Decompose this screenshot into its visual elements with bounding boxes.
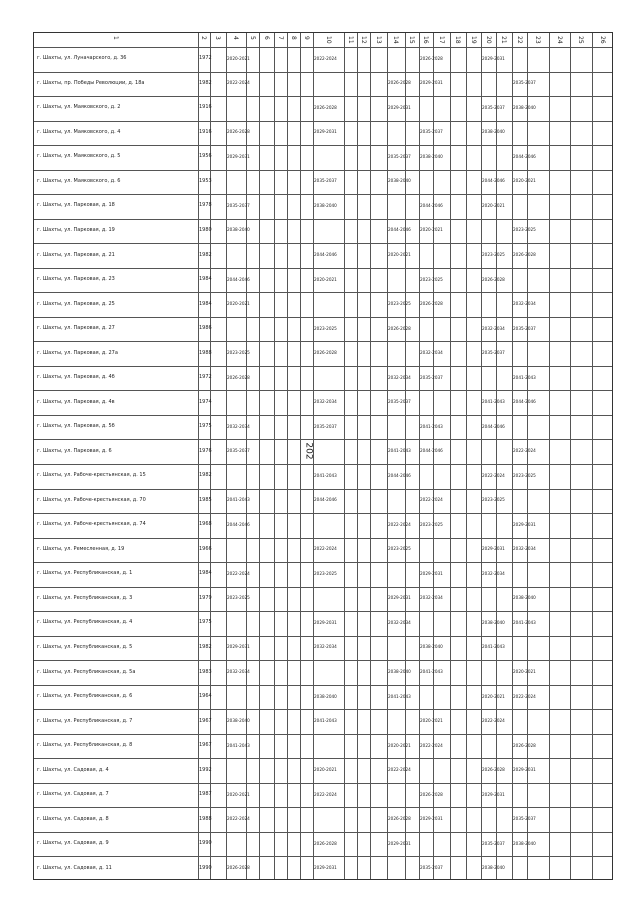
column-number: 22 <box>515 36 523 44</box>
column-number: 18 <box>454 36 461 44</box>
year-cell: 1975 <box>199 423 212 430</box>
period-cell: 2029-2031 <box>420 570 443 576</box>
column-divider <box>512 33 513 879</box>
year-cell: 1982 <box>199 472 212 479</box>
period-cell: 2020-2021 <box>420 227 443 233</box>
period-cell: 2020-2021 <box>227 791 250 797</box>
period-cell: 2029-2031 <box>388 595 411 601</box>
period-cell: 2035-2037 <box>420 129 443 135</box>
address-cell: г. Шахты, ул. Республиканская, д. 8 <box>37 742 133 749</box>
period-cell: 2029-2031 <box>314 865 337 871</box>
year-cell: 1975 <box>199 619 212 626</box>
column-divider <box>592 33 593 879</box>
period-cell: 2038-2040 <box>420 153 443 159</box>
period-cell: 2029-2031 <box>388 104 411 110</box>
address-cell: г. Шахты, ул. Республиканская, д. 3 <box>37 594 133 601</box>
row-divider <box>34 807 612 808</box>
period-cell: 2035-2037 <box>482 350 505 356</box>
row-divider <box>34 292 612 293</box>
period-cell: 2022-2024 <box>388 767 411 773</box>
column-divider <box>357 33 358 879</box>
year-cell: 1976 <box>199 447 212 454</box>
address-cell: г. Шахты, ул. Республиканская, д. 5 <box>37 643 133 650</box>
row-divider <box>34 366 612 367</box>
period-cell: 2022-2024 <box>482 718 505 724</box>
row-divider <box>34 611 612 612</box>
period-cell: 2035-2037 <box>482 104 505 110</box>
period-cell: 2020-2021 <box>227 301 250 307</box>
year-cell: 1982 <box>199 643 212 650</box>
period-cell: 2029-2031 <box>227 153 250 159</box>
column-number: 16 <box>422 36 429 44</box>
period-cell: 2020-2021 <box>513 669 536 674</box>
row-divider <box>34 636 612 637</box>
column-divider <box>198 33 199 879</box>
period-cell: 2032-2034 <box>227 423 250 429</box>
period-cell: 2026-2028 <box>513 252 536 257</box>
period-cell: 2038-2040 <box>420 644 443 650</box>
period-cell: 2026-2028 <box>420 55 443 61</box>
year-cell: 1985 <box>199 496 212 503</box>
period-cell: 2029-2031 <box>227 644 250 650</box>
row-divider <box>34 194 612 195</box>
column-divider <box>527 33 528 879</box>
period-cell: 2022-2024 <box>388 521 411 527</box>
year-cell: 1984 <box>199 570 212 577</box>
year-cell: 1966 <box>199 545 212 552</box>
period-cell: 2038-2040 <box>482 865 505 871</box>
year-cell: 1990 <box>199 864 212 871</box>
address-cell: г. Шахты, ул. Садовая, д. 4 <box>37 766 109 773</box>
period-cell: 2026-2028 <box>388 325 411 331</box>
column-divider <box>405 33 406 879</box>
row-divider <box>34 170 612 171</box>
period-cell: 2032-2034 <box>227 669 250 674</box>
year-cell: 1916 <box>199 128 212 135</box>
year-cell: 1982 <box>199 251 212 258</box>
row-divider <box>34 243 612 244</box>
row-divider <box>34 489 612 490</box>
period-cell: 2044-2046 <box>314 252 337 257</box>
period-cell: 2029-2031 <box>482 55 505 61</box>
period-cell: 2029-2031 <box>420 80 443 86</box>
column-divider <box>287 33 288 879</box>
period-cell: 2038-2040 <box>227 227 250 233</box>
period-cell: 2035-2037 <box>420 865 443 871</box>
address-cell: г. Шахты, ул. Республиканская, д. 7 <box>37 717 133 724</box>
year-cell: 1982 <box>199 79 212 86</box>
address-cell: г. Шахты, ул. Рабоче-крестьянская, д. 70 <box>37 496 146 503</box>
period-cell: 2044-2046 <box>388 227 411 233</box>
column-divider <box>387 33 388 879</box>
address-cell: г. Шахты, ул. Маяковского, д. 4 <box>37 128 121 135</box>
period-cell: 2041-2043 <box>314 718 337 724</box>
period-cell: 2038-2040 <box>513 104 536 110</box>
column-number: 26 <box>599 36 606 44</box>
row-divider <box>34 96 612 97</box>
period-cell: 2023-2025 <box>388 546 411 552</box>
period-cell: 2035-2037 <box>420 374 443 380</box>
column-number: 8 <box>289 36 297 40</box>
address-cell: г. Шахты, ул. Рабоче-крестьянская, д. 74 <box>37 521 146 528</box>
year-cell: 1972 <box>199 55 212 62</box>
column-divider <box>246 33 247 879</box>
column-divider <box>370 33 371 879</box>
period-cell: 2020-2021 <box>482 693 505 699</box>
period-cell: 2022-2024 <box>420 497 443 503</box>
row-divider <box>34 72 612 73</box>
year-cell: 1967 <box>199 742 212 749</box>
period-cell: 2035-2037 <box>388 399 411 405</box>
column-number: 11 <box>346 36 354 44</box>
row-divider <box>34 856 612 857</box>
period-cell: 2035-2037 <box>314 178 337 184</box>
column-divider <box>466 33 467 879</box>
period-cell: 2029-2031 <box>420 816 443 822</box>
column-number: 9 <box>302 36 310 40</box>
row-divider <box>34 317 612 318</box>
row-divider <box>34 513 612 514</box>
period-cell: 2029-2031 <box>513 767 536 773</box>
period-cell: 2038-2040 <box>513 840 536 846</box>
column-divider <box>313 33 314 879</box>
year-cell: 1916 <box>199 104 212 111</box>
address-cell: г. Шахты, ул. Маяковского, д. 2 <box>37 104 121 111</box>
year-cell: 1988 <box>199 349 212 356</box>
period-cell: 2020-2021 <box>314 767 337 773</box>
column-divider <box>259 33 260 879</box>
period-cell: 2044-2046 <box>227 276 250 282</box>
row-divider <box>34 758 612 759</box>
period-cell: 2026-2028 <box>314 840 337 846</box>
row-divider <box>34 685 612 686</box>
period-cell: 2041-2043 <box>388 448 411 454</box>
period-cell: 2032-2034 <box>482 570 505 576</box>
column-number: 23 <box>534 36 541 44</box>
period-cell: 2035-2037 <box>482 840 505 846</box>
period-cell: 2026-2028 <box>227 374 250 380</box>
period-cell: 2032-2034 <box>420 350 443 356</box>
period-cell: 2038-2040 <box>388 178 411 184</box>
period-cell: 2026-2028 <box>314 104 337 110</box>
year-cell: 1972 <box>199 374 212 381</box>
period-cell: 2044-2046 <box>420 202 443 208</box>
row-divider <box>34 464 612 465</box>
year-cell: 1967 <box>199 717 212 724</box>
period-cell: 2032-2034 <box>314 644 337 650</box>
address-cell: г. Шахты, ул. Парковая, д. 21 <box>37 251 115 258</box>
period-cell: 2044-2046 <box>227 521 250 527</box>
year-cell: 1980 <box>199 226 212 233</box>
period-cell: 2035-2037 <box>513 325 536 331</box>
period-cell: 2026-2028 <box>388 816 411 822</box>
column-number: 12 <box>359 36 367 44</box>
address-cell: г. Шахты, ул. Парковая, д. 27 <box>37 325 115 332</box>
address-cell: г. Шахты, ул. Маяковского, д. 6 <box>37 177 121 184</box>
column-number: 13 <box>374 36 382 44</box>
period-cell: 2023-2025 <box>482 252 505 257</box>
period-cell: 2023-2025 <box>314 325 337 331</box>
year-cell: 1953 <box>199 177 212 184</box>
address-cell: г. Шахты, ул. Садовая, д. 9 <box>37 840 109 847</box>
period-cell: 2022-2024 <box>227 816 250 822</box>
row-divider <box>34 415 612 416</box>
period-cell: 2022-2024 <box>420 742 443 748</box>
period-cell: 2023-2025 <box>314 570 337 576</box>
period-cell: 2041-2043 <box>314 472 337 478</box>
address-cell: г. Шахты, ул. Республиканская, д. 4 <box>37 619 133 626</box>
period-cell: 2022-2024 <box>314 791 337 797</box>
period-cell: 2044-2046 <box>482 423 505 429</box>
period-cell: 2032-2034 <box>388 374 411 380</box>
address-cell: г. Шахты, ул. Парковая, д. 18 <box>37 202 115 209</box>
period-cell: 2035-2037 <box>513 80 536 86</box>
period-cell: 2023-2025 <box>227 595 250 601</box>
period-cell: 2032-2034 <box>314 399 337 405</box>
period-cell: 2029-2031 <box>513 521 536 527</box>
year-cell: 1978 <box>199 202 212 209</box>
address-cell: г. Шахты, ул. Парковая, д. 4б <box>37 374 115 381</box>
period-cell: 2038-2040 <box>482 619 505 625</box>
data-table <box>33 32 613 880</box>
page-number: 202 <box>303 442 314 460</box>
period-cell: 2023-2025 <box>513 472 536 478</box>
address-cell: г. Шахты, ул. Республиканская, д. 1 <box>37 570 133 577</box>
period-cell: 2038-2040 <box>388 669 411 674</box>
row-divider <box>34 734 612 735</box>
period-cell: 2044-2046 <box>513 399 536 405</box>
period-cell: 2022-2024 <box>314 546 337 552</box>
period-cell: 2038-2040 <box>227 718 250 724</box>
row-divider <box>34 538 612 539</box>
period-cell: 2038-2040 <box>482 129 505 135</box>
column-divider <box>570 33 571 879</box>
period-cell: 2044-2046 <box>513 153 536 159</box>
column-number: 14 <box>392 36 399 44</box>
row-divider <box>34 219 612 220</box>
column-divider <box>496 33 497 879</box>
period-cell: 2026-2028 <box>513 742 536 748</box>
period-cell: 2041-2043 <box>227 497 250 503</box>
column-number: 5 <box>248 36 256 40</box>
year-cell: 1992 <box>199 766 212 773</box>
column-number: 19 <box>469 36 477 44</box>
period-cell: 2032-2034 <box>513 301 536 307</box>
period-cell: 2020-2021 <box>388 252 411 257</box>
row-divider <box>34 390 612 391</box>
period-cell: 2044-2046 <box>482 178 505 184</box>
period-cell: 2023-2025 <box>420 276 443 282</box>
address-cell: г. Шахты, ул. Ремесленная, д. 19 <box>37 545 125 552</box>
period-cell: 2044-2046 <box>314 497 337 503</box>
year-cell: 1986 <box>199 325 212 332</box>
column-divider <box>481 33 482 879</box>
period-cell: 2026-2028 <box>482 767 505 773</box>
column-number: 25 <box>577 36 584 44</box>
year-cell: 1984 <box>199 300 212 307</box>
year-cell: 1964 <box>199 693 212 700</box>
period-cell: 2023-2025 <box>388 301 411 307</box>
column-divider <box>549 33 550 879</box>
column-number: 24 <box>555 36 563 44</box>
address-cell: г. Шахты, ул. Маяковского, д. 5 <box>37 153 121 160</box>
period-cell: 2035-2037 <box>388 153 411 159</box>
period-cell: 2020-2021 <box>513 178 536 184</box>
period-cell: 2041-2043 <box>513 619 536 625</box>
year-cell: 1988 <box>199 815 212 822</box>
row-divider <box>34 783 612 784</box>
address-cell: г. Шахты, ул. Рабоче-крестьянская, д. 15 <box>37 472 146 479</box>
address-cell: г. Шахты, ул. Парковая, д. 23 <box>37 276 115 283</box>
period-cell: 2029-2031 <box>314 129 337 135</box>
row-divider <box>34 121 612 122</box>
period-cell: 2035-2037 <box>227 448 250 454</box>
period-cell: 2041-2043 <box>513 374 536 380</box>
year-cell: 1990 <box>199 840 212 847</box>
address-cell: г. Шахты, ул. Парковая, д. 5б <box>37 423 115 430</box>
column-divider <box>300 33 301 879</box>
period-cell: 2026-2028 <box>420 791 443 797</box>
period-cell: 2026-2028 <box>482 276 505 282</box>
column-number: 7 <box>276 36 284 40</box>
row-divider <box>34 832 612 833</box>
column-number: 2 <box>200 36 207 40</box>
year-cell: 1968 <box>199 521 212 528</box>
column-divider <box>433 33 434 879</box>
row-divider <box>34 439 612 440</box>
row-divider <box>34 562 612 563</box>
period-cell: 2023-2025 <box>420 521 443 527</box>
period-cell: 2026-2028 <box>420 301 443 307</box>
column-number: 15 <box>408 36 415 44</box>
column-divider <box>344 33 345 879</box>
column-divider <box>226 33 227 879</box>
address-cell: г. Шахты, ул. Парковая, д. 27а <box>37 349 118 356</box>
address-cell: г. Шахты, ул. Луначарского, д. 36 <box>37 55 127 62</box>
row-divider <box>34 660 612 661</box>
column-number: 10 <box>324 36 332 44</box>
period-cell: 2044-2046 <box>420 448 443 454</box>
period-cell: 2020-2021 <box>420 718 443 724</box>
address-cell: г. Шахты, ул. Республиканская, д. 5а <box>37 668 136 675</box>
address-cell: г. Шахты, ул. Садовая, д. 7 <box>37 791 109 798</box>
period-cell: 2041-2043 <box>227 742 250 748</box>
period-cell: 2041-2043 <box>388 693 411 699</box>
period-cell: 2020-2021 <box>314 276 337 282</box>
period-cell: 2022-2024 <box>227 80 250 86</box>
header-divider <box>34 47 612 48</box>
period-cell: 2029-2031 <box>482 546 505 552</box>
period-cell: 2022-2024 <box>482 472 505 478</box>
period-cell: 2022-2024 <box>227 570 250 576</box>
period-cell: 2026-2028 <box>227 865 250 871</box>
period-cell: 2041-2043 <box>482 644 505 650</box>
column-number: 3 <box>214 36 221 40</box>
row-divider <box>34 709 612 710</box>
address-cell: г. Шахты, ул. Садовая, д. 8 <box>37 815 109 822</box>
column-number: 17 <box>437 36 445 44</box>
year-cell: 1956 <box>199 153 212 160</box>
year-cell: 1983 <box>199 668 212 675</box>
row-divider <box>34 341 612 342</box>
period-cell: 2026-2028 <box>388 80 411 86</box>
period-cell: 2022-2024 <box>314 55 337 61</box>
period-cell: 2020-2021 <box>388 742 411 748</box>
address-cell: г. Шахты, ул. Парковая, д. 6 <box>37 447 112 454</box>
year-cell: 1979 <box>199 594 212 601</box>
address-cell: г. Шахты, ул. Садовая, д. 11 <box>37 864 112 871</box>
row-divider <box>34 145 612 146</box>
period-cell: 2041-2043 <box>420 669 443 674</box>
period-cell: 2038-2040 <box>314 202 337 208</box>
period-cell: 2023-2025 <box>482 497 505 503</box>
period-cell: 2035-2037 <box>227 202 250 208</box>
period-cell: 2041-2043 <box>482 399 505 405</box>
period-cell: 2032-2034 <box>513 546 536 552</box>
address-cell: г. Шахты, пр. Победы Революции, д. 18а <box>37 79 145 86</box>
address-cell: г. Шахты, ул. Парковая, д. 4в <box>37 398 115 405</box>
row-divider <box>34 587 612 588</box>
period-cell: 2032-2034 <box>482 325 505 331</box>
period-cell: 2029-2031 <box>388 840 411 846</box>
period-cell: 2022-2024 <box>513 448 536 454</box>
period-cell: 2035-2037 <box>314 423 337 429</box>
period-cell: 2026-2028 <box>227 129 250 135</box>
period-cell: 2032-2034 <box>388 619 411 625</box>
period-cell: 2029-2031 <box>482 791 505 797</box>
address-cell: г. Шахты, ул. Республиканская, д. 6 <box>37 693 133 700</box>
period-cell: 2035-2037 <box>513 816 536 822</box>
period-cell: 2041-2043 <box>420 423 443 429</box>
year-cell: 1984 <box>199 276 212 283</box>
column-number: 21 <box>500 36 507 44</box>
period-cell: 2023-2025 <box>227 350 250 356</box>
column-divider <box>450 33 451 879</box>
period-cell: 2032-2034 <box>420 595 443 601</box>
period-cell: 2020-2021 <box>227 55 250 61</box>
address-cell: г. Шахты, ул. Парковая, д. 25 <box>37 300 115 307</box>
period-cell: 2038-2040 <box>314 693 337 699</box>
year-cell: 1987 <box>199 791 212 798</box>
column-divider <box>419 33 420 879</box>
column-number: 6 <box>262 36 270 40</box>
period-cell: 2020-2021 <box>482 202 505 208</box>
period-cell: 2026-2028 <box>314 350 337 356</box>
column-number: 4 <box>232 36 239 40</box>
row-divider <box>34 268 612 269</box>
period-cell: 2038-2040 <box>513 595 536 601</box>
year-cell: 1974 <box>199 398 212 405</box>
period-cell: 2022-2024 <box>513 693 536 699</box>
period-cell: 2029-2031 <box>314 619 337 625</box>
column-number: 1 <box>112 36 119 40</box>
period-cell: 2023-2025 <box>513 227 536 233</box>
period-cell: 2044-2046 <box>388 472 411 478</box>
address-cell: г. Шахты, ул. Парковая, д. 19 <box>37 226 115 233</box>
column-divider <box>274 33 275 879</box>
column-divider <box>210 33 211 879</box>
column-number: 20 <box>484 36 492 44</box>
